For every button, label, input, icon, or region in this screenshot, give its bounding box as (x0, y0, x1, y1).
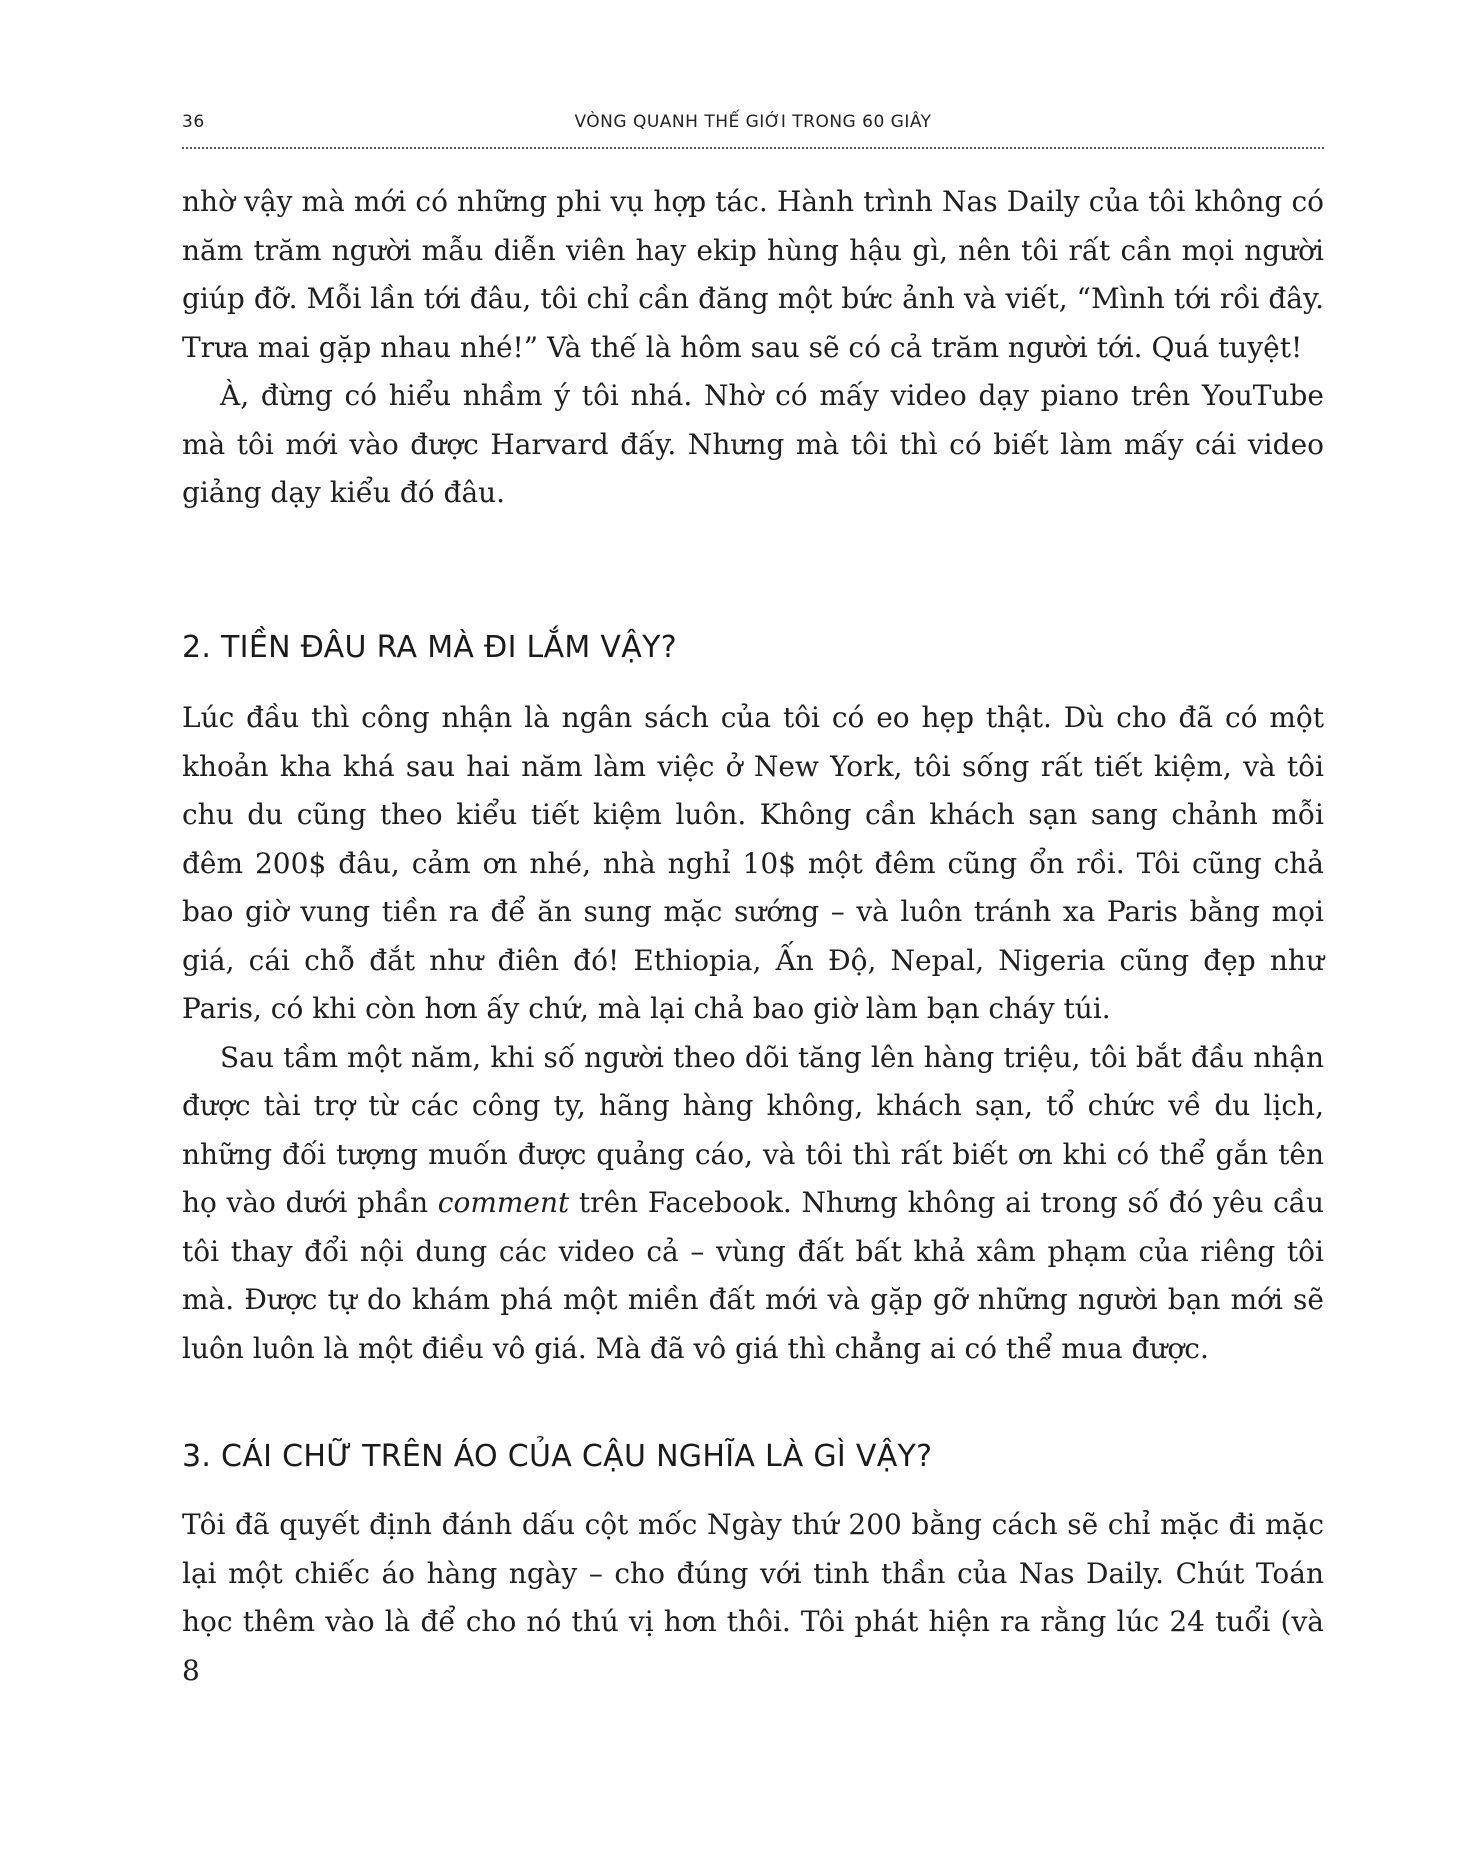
section-2-paragraph-2-start: Sau tầm một năm, khi số người theo dõi tăng lên hàng triệu, tôi bắt đầu nhận được tài trợ từ các công ty, hãng hàng không, khách sạn, tổ chức về du lịch, những đối tượng muốn được quảng cáo, và tôi thì rất biết ơn khi có thể gắn tên họ vào dưới phần (182, 1040, 1324, 1219)
intro-text (182, 178, 1324, 518)
intro-paragraph-1: nhờ vậy mà mới có những phi vụ hợp tác. Hành trình Nas Daily của tôi không có năm trăm người mẫu diễn viên hay ekip hùng hậu gì, nên tôi rất cần mọi người giúp đỡ. Mỗi lần tới đâu, tôi chỉ cần đăng một bức ảnh và viết, “Mình tới rồi đây. Trưa mai gặp nhau nhé!” Và thế là hôm sau sẽ có cả trăm người tới. Quá tuyệt! (182, 185, 1324, 364)
section-2-heading: 2. TIỀN ĐÂU RA MÀ ĐI LẮM VẬY? (182, 630, 677, 665)
running-head (182, 112, 1324, 142)
section-2-text (182, 694, 1324, 1373)
section-3-paragraph-1: Tôi đã quyết định đánh dấu cột mốc Ngày thứ 200 bằng cách sẽ chỉ mặc đi mặc lại một chiếc áo hàng ngày – cho đúng với tinh thần của Nas Daily. Chút Toán học thêm vào là để cho nó thú vị hơn thôi. Tôi phát hiện ra rằng lúc 24 tuổi (và 8 (182, 1508, 1324, 1687)
book-title: VÒNG QUANH THẾ GIỚI TRONG 60 GIÂY (574, 112, 932, 132)
page-number: 36 (182, 112, 205, 132)
section-2-paragraph-2-end: trên Facebook. Nhưng không ai trong số đó yêu cầu tôi thay đổi nội dung các video cả – vùng đất bất khả xâm phạm của riêng tôi mà. Được tự do khám phá một miền đất mới và gặp gỡ những người bạn mới sẽ luôn luôn là một điều vô giá. Mà đã vô giá thì chẳng ai có thể mua được. (182, 1186, 1324, 1365)
section-3-text (182, 1501, 1324, 1695)
intro-paragraph-2: À, đừng có hiểu nhầm ý tôi nhá. Nhờ có mấy video dạy piano trên YouTube mà tôi mới vào được Harvard đấy. Nhưng mà tôi thì có biết làm mấy cái video giảng dạy kiểu đó đâu. (182, 379, 1324, 509)
section-2-paragraph-1: Lúc đầu thì công nhận là ngân sách của tôi có eo hẹp thật. Dù cho đã có một khoản kha khá sau hai năm làm việc ở New York, tôi sống rất tiết kiệm, và tôi chu du cũng theo kiểu tiết kiệm luôn. Không cần khách sạn sang chảnh mỗi đêm 200$ đâu, cảm ơn nhé, nhà nghỉ 10$ một đêm cũng ổn rồi. Tôi cũng chả bao giờ vung tiền ra để ăn sung mặc sướng – và luôn tránh xa Paris bằng mọi giá, cái chỗ đắt như điên đó! Ethiopia, Ấn Độ, Nepal, Nigeria cũng đẹp như Paris, có khi còn hơn ấy chứ, mà lại chả bao giờ làm bạn cháy túi. (182, 701, 1324, 1025)
header-dotted-rule (182, 147, 1324, 149)
section-3-heading: 3. CÁI CHỮ TRÊN ÁO CỦA CẬU NGHĨA LÀ GÌ VẬY? (182, 1439, 933, 1474)
section-2-paragraph-2 (182, 1034, 1324, 1374)
italic-term: comment (437, 1186, 570, 1219)
